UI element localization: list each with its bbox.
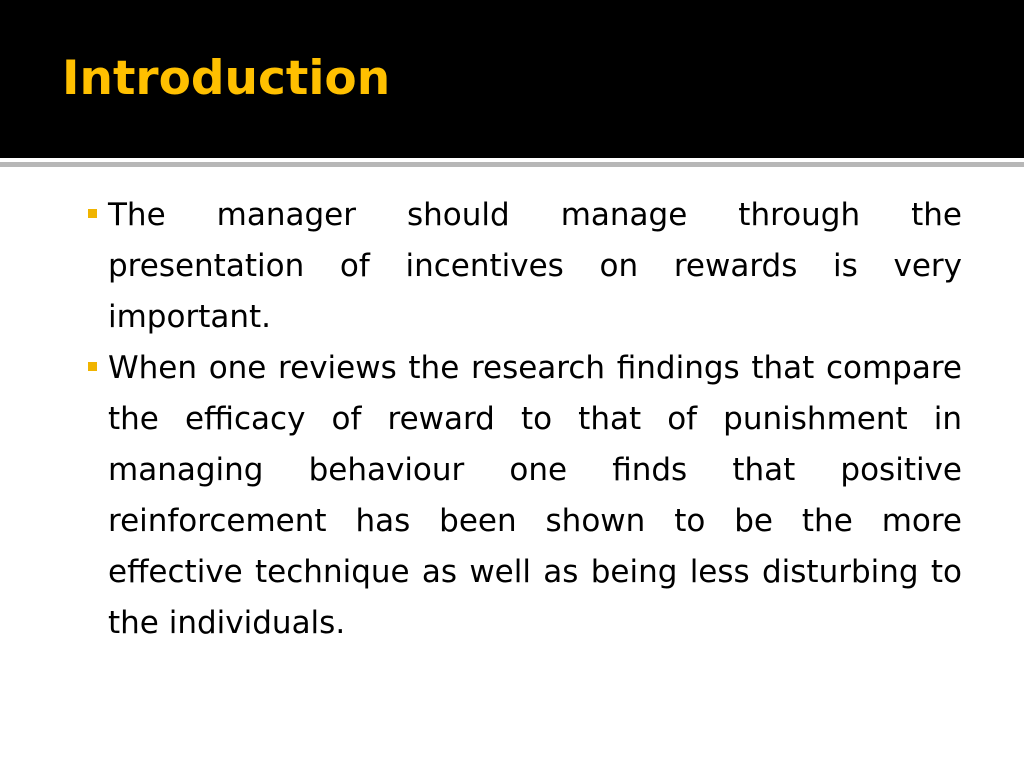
list-item (88, 343, 962, 649)
square-bullet-icon (88, 209, 97, 218)
slide-title: Introduction (62, 51, 391, 106)
title-divider-gray (0, 162, 1024, 167)
bullet-text: When one reviews the research findings that compare the efficacy of reward to that of punishment in managing behaviour one finds that positive reinforcement has been shown to be the more effective technique as well as being less disturbing to the individuals. (108, 350, 962, 641)
list-item (88, 190, 962, 343)
bullet-text: The manager should manage through the presentation of incentives on rewards is very important. (108, 197, 962, 335)
bullet-list (88, 190, 962, 649)
square-bullet-icon (88, 362, 97, 371)
title-bar (0, 0, 1024, 158)
